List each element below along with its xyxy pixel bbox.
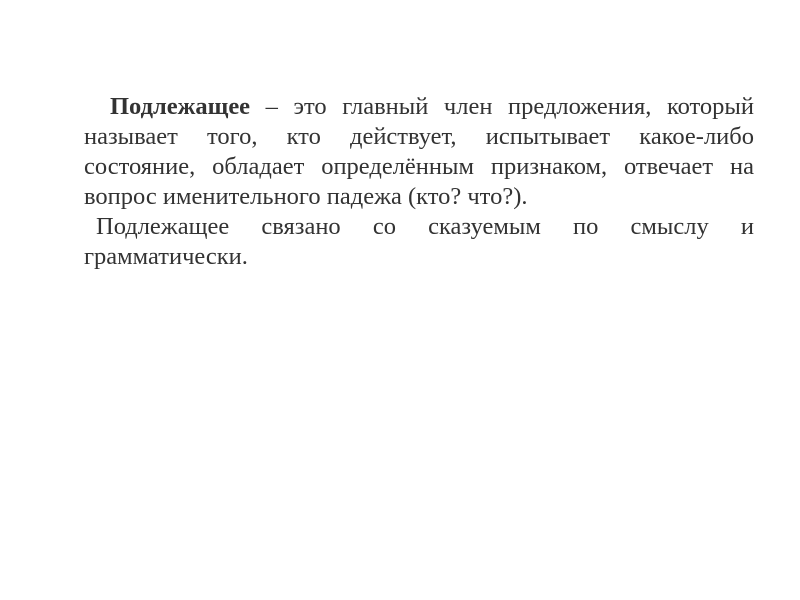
definition-paragraph xyxy=(84,92,754,212)
definition-text-block xyxy=(84,92,754,272)
relation-paragraph: Подлежащее связано со сказуемым по смыслу и грамматически. xyxy=(84,213,754,270)
definition-body: – это главный член предложения, который называет того, кто действует, испытывает какое-либо состояние, обладает определённым признаком, отвечает на вопрос именительного падежа (кто? что?). xyxy=(84,93,754,210)
term-highlight: Подлежащее xyxy=(110,93,251,120)
